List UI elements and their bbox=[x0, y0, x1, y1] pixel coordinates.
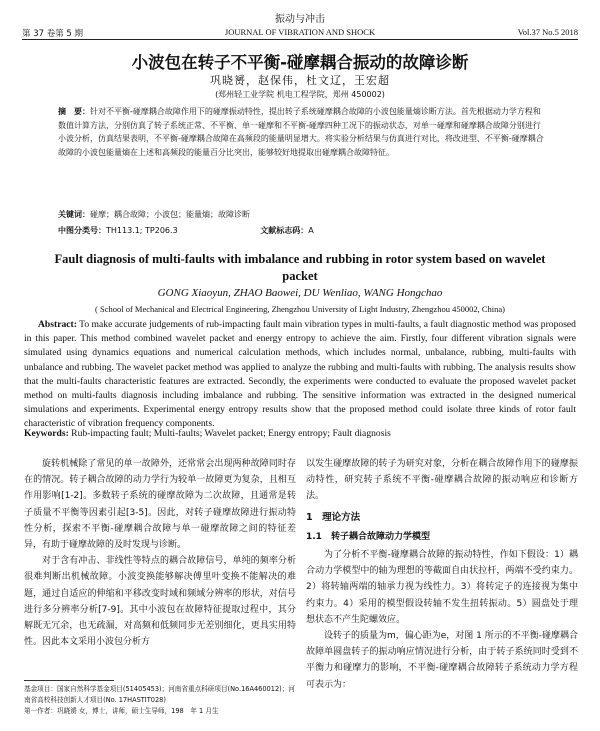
body-paragraph: 以发生碰摩故障的转子为研究对象，分析在耦合故障作用下的碰摩振动特性，研究转子系统不平衡-碰摩耦合故障的振动响应和诊断方法。 bbox=[306, 459, 578, 502]
en-keywords-label: Keywords: bbox=[24, 428, 69, 439]
cn-doc-value: A bbox=[308, 226, 314, 235]
footnote-author: 第一作者：巩晓赟 女，博士，讲师，硕士生导师，198 年 1 月生 bbox=[24, 707, 219, 715]
header-volume-en: Vol.37 No.5 2018 bbox=[517, 27, 578, 37]
cn-classification bbox=[58, 225, 544, 236]
body-left-column bbox=[24, 456, 296, 650]
en-abstract-label: Abstract: bbox=[38, 319, 77, 330]
cn-keywords bbox=[58, 209, 544, 220]
en-title: Fault diagnosis of multi-faults with imbalance and rubbing in rotor system based on wavelet packet bbox=[54, 252, 546, 283]
cn-abstract-label: 摘 要： bbox=[58, 107, 90, 116]
body-paragraph: 旋转机械除了常见的单一故障外，还常常会出现两种故障同时存在的情况。转子耦合故障的动力学行为较单一故障更为复杂，且相互作用影响[1-2]。多数转子系统的碰摩故障为二次故障，且通常是转子质量不平衡等因素引起[3-5]。因此，对转子碰摩故障进行振动特性分析，探索不平衡-碰摩耦合故障与单一碰摩故障之间的特征差异，有助于碰摩故障的及时发现与诊断。 bbox=[24, 459, 296, 551]
header-journal-en: JOURNAL OF VIBRATION AND SHOCK bbox=[224, 27, 376, 37]
en-keywords bbox=[24, 428, 576, 439]
cn-authors: 巩晓赟，赵保伟，杜文辽，王宏超 bbox=[210, 74, 390, 87]
cn-abstract-text: 针对不平衡-碰摩耦合故障作用下的碰摩振动特性，提出转子系统碰摩耦合故障的小波包能量熵诊断方法。首先根据动力学方程和数值计算方法，分别仿真了转子系统正常、不平衡、单一碰摩和不平衡-碰摩四种工况下的振动状态，对单一碰摩和碰摩耦合故障分别进行小波分析，仿真结果表明，不平衡-碰摩耦合故障在高频段的能量明显增大。将实验分析结果与仿真进行对比，将改进型、不平衡-碰摩耦合故障的小波包能量熵在上述和高频段的能量百分比突出，能够较好地提取出碰摩耦合故障特征。 bbox=[58, 107, 544, 157]
footnote bbox=[24, 684, 296, 717]
en-abstract-text: To make accurate judgements of rub-impacting fault main vibration types in multi-faults, a fault diagnostic method was proposed in this paper. This method combined wavelet packet and energy entropy to achieve the aim. Firstly, four different vibration signals were simulated using dynamics equations and numerical calculation methods, which includes normal, unbalance, rubbing, multi-faults with unbalance and rubbing. The wavelet packet method was applied to analyze the rubbing and multi-faults with rubbing. The analysis results show that the multi-faults characteristic features are extracted. Secondly, the experiments were conducted to evaluate the proposed wavelet packet method on multi-faults diagnosis including imbalance and rubbing. The sensitive information was extracted in the designed numerical simulations and experiments. Experimental energy entropy results show that the proposed method could isolate three kinds of rotor fault characteristic of vibration frequency components. bbox=[24, 319, 576, 430]
body-paragraph: 为了分析不平衡-碰摩耦合故障的振动特性，作如下假设：1）耦合动力学模型中的轴为理想的等截面自由状拉杆，两端不受约束力。2）将转轴两端的轴承力视为线性力。3）将转定子的连接视为集中约束力。4）采用的模型假设转轴不发生扭转振动。5）圆盘处于理想状态不产生陀螺效应。 bbox=[306, 550, 578, 625]
cn-title: 小波包在转子不平衡-碰摩耦合振动的故障诊断 bbox=[131, 53, 469, 72]
en-affiliation: ( School of Mechanical and Electrical Engineering, Zhengzhou University of Light Industry, Zhengzhou 450002, China) bbox=[95, 304, 505, 314]
running-header bbox=[22, 26, 578, 40]
journal-name: 振动与冲击 bbox=[275, 14, 325, 25]
en-keywords-text: Rub-impacting fault; Multi-faults; Wavelet packet; Energy entropy; Fault diagnosis bbox=[71, 428, 391, 439]
body-paragraph: 对于含有冲击、非线性等特点的耦合故障信号，单纯的频率分析很难判断出机械故障。小波变换能够解决傅里叶变换不能解决的难题，通过自适应的伸缩和平移改变时域和频域分辨率的形状，对信号进行多分辨率分析[7-9]。其中小波包在故障特征提取过程中，其分解既无冗余，也无疏漏，对高频和低频同步无差别细化，更具实用特性。因此本文采用小波包分析方 bbox=[24, 556, 296, 648]
cn-keywords-text: 碰摩；耦合故障；小波包；能量熵；故障诊断 bbox=[90, 210, 250, 219]
body-right-column bbox=[306, 456, 578, 693]
cn-keywords-label: 关键词： bbox=[58, 210, 90, 219]
footnote-funding: 基金项目：国家自然科学基金项目(51405453)；河南省重点科研项目(No.16A460012)；河南省高校科技创新人才项目(No. 17HASTIT028) bbox=[24, 685, 295, 704]
section-heading-1-1: 1.1 转子耦合故障动力学模型 bbox=[306, 531, 430, 542]
cn-doc-label: 文献标志码： bbox=[260, 226, 309, 235]
header-volume-cn: 第 37 卷第 5 期 bbox=[22, 29, 84, 39]
cn-affiliation: (郑州轻工业学院 机电工程学院，郑州 450002) bbox=[215, 90, 385, 99]
body-paragraph: 设转子的质量为m，偏心距为e，对图 1 所示的不平衡-碰摩耦合故障单圆盘转子的振动响应情况进行分析，由于转子系统同时受到不平衡力和碰摩力的影响，不平衡-碰摩耦合故障转子系统动力学方程可表示为： bbox=[306, 631, 579, 690]
en-abstract bbox=[24, 318, 576, 432]
cn-cls-value: TH113.1; TP206.3 bbox=[106, 226, 178, 235]
footnote-divider bbox=[24, 680, 114, 681]
cn-abstract bbox=[58, 105, 544, 159]
cn-cls-label: 中图分类号： bbox=[58, 226, 106, 235]
section-heading-1: 1 理论方法 bbox=[306, 511, 361, 523]
en-authors: GONG Xiaoyun, ZHAO Baowei, DU Wenliao, WANG Hongchao bbox=[157, 287, 443, 299]
